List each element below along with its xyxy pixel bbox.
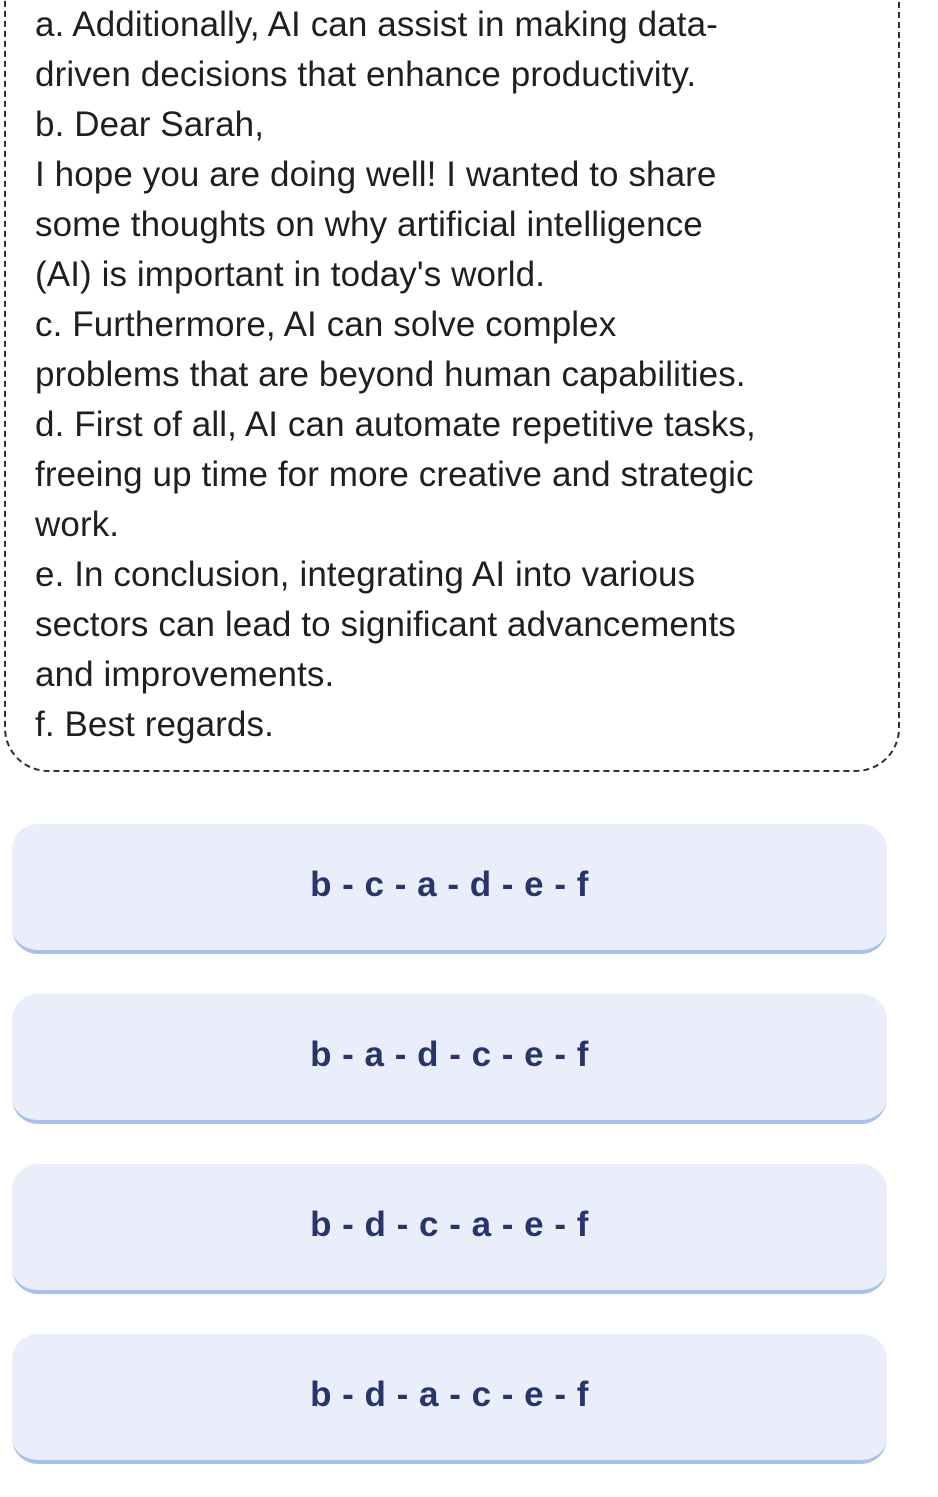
passage-line: d. First of all, AI can automate repetitive tasks,: [35, 405, 756, 444]
answer-option-3[interactable]: [12, 1164, 887, 1294]
passage-line: sectors can lead to significant advancements: [35, 605, 736, 644]
passage-line: I hope you are doing well! I wanted to share: [35, 155, 717, 194]
passage-line: e. In conclusion, integrating AI into various: [35, 555, 696, 594]
passage-line: (AI) is important in today's world.: [35, 255, 546, 294]
passage-line: some thoughts on why artificial intelligence: [35, 205, 703, 244]
passage-line: problems that are beyond human capabilities.: [35, 355, 746, 394]
answer-option-4[interactable]: [12, 1334, 887, 1464]
answer-option-label: b - a - d - c - e - f: [310, 1035, 589, 1074]
passage-line: c. Furthermore, AI can solve complex: [35, 305, 617, 344]
answer-option-label: b - c - a - d - e - f: [310, 865, 589, 904]
answer-option-1[interactable]: [12, 824, 887, 954]
passage-text: [35, 0, 865, 750]
passage-line: f. Best regards.: [35, 705, 274, 744]
passage-line: work.: [35, 505, 120, 544]
passage-line: and improvements.: [35, 655, 335, 694]
answer-option-2[interactable]: [12, 994, 887, 1124]
passage-line: a. Additionally, AI can assist in making data-: [35, 5, 718, 44]
answer-option-label: b - d - a - c - e - f: [310, 1375, 589, 1414]
passage-line: driven decisions that enhance productivity.: [35, 55, 697, 94]
answer-option-label: b - d - c - a - e - f: [310, 1205, 589, 1244]
passage-line: b. Dear Sarah,: [35, 105, 265, 144]
passage-line: freeing up time for more creative and strategic: [35, 455, 754, 494]
